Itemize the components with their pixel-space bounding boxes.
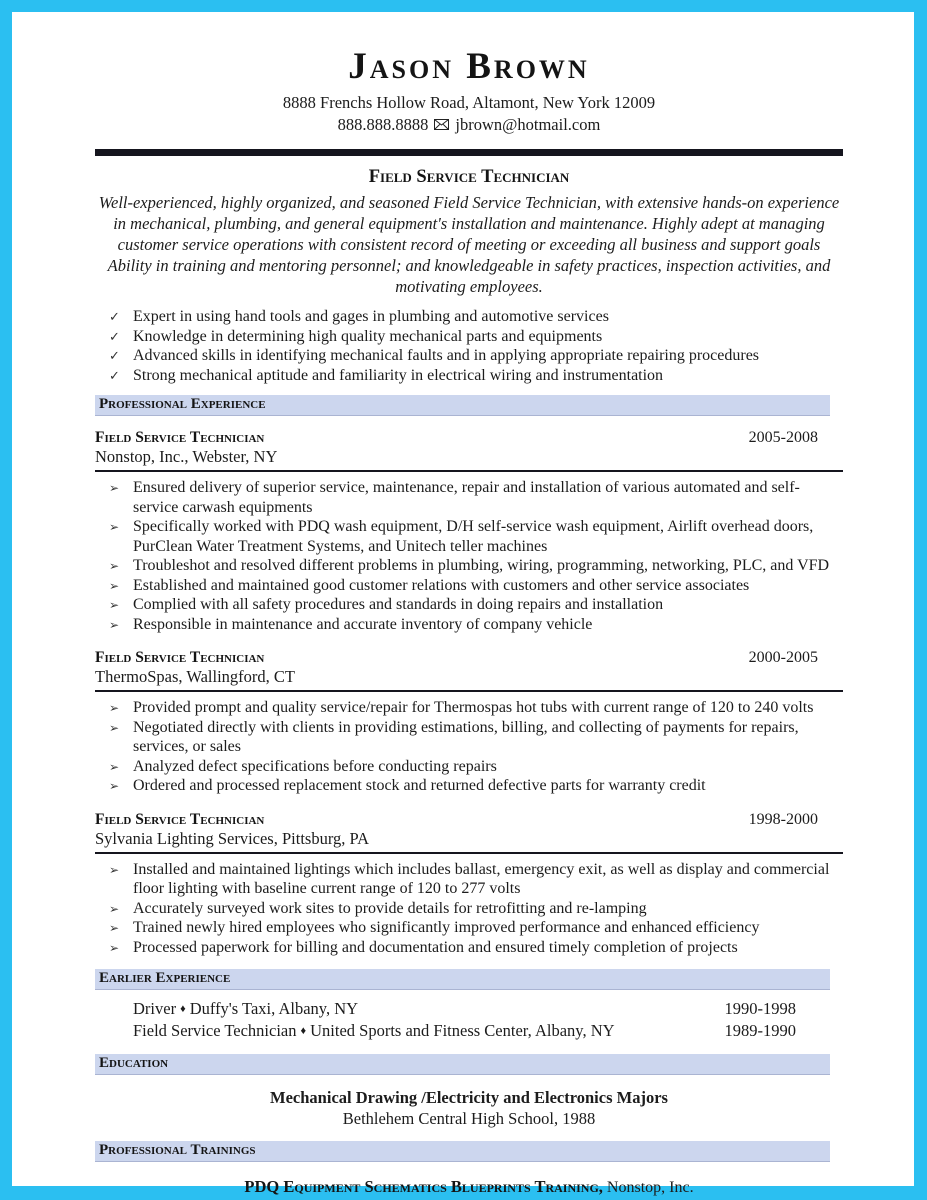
section-header-earlier-experience: Earlier Experience xyxy=(95,969,830,990)
resume-headline: Field Service Technician xyxy=(368,167,570,187)
list-item xyxy=(95,938,843,958)
table-row xyxy=(95,1020,843,1042)
list-item xyxy=(95,698,843,718)
list-item xyxy=(95,478,843,517)
arrow-bullet-icon: ➢ xyxy=(109,598,120,612)
list-item xyxy=(95,918,843,938)
highlights-list xyxy=(95,307,843,385)
arrow-bullet-icon: ➢ xyxy=(109,940,120,955)
training-course: PDQ Equipment Schematics Blueprints Training, xyxy=(244,1177,603,1196)
check-icon: ✓ xyxy=(109,367,120,383)
email-address: jbrown@hotmail.com xyxy=(455,114,601,134)
education-block xyxy=(95,1087,843,1129)
job-dates: 1998-2000 xyxy=(748,810,818,828)
job-header xyxy=(95,428,843,447)
diamond-icon: ♦ xyxy=(300,1025,307,1037)
bullet-text: Accurately surveyed work sites to provide details for retrofitting and re-lamping xyxy=(133,899,647,917)
list-item xyxy=(95,757,843,777)
job-divider xyxy=(95,470,843,472)
arrow-bullet-icon: ➢ xyxy=(109,701,120,715)
list-item xyxy=(95,366,843,386)
list-item xyxy=(95,776,843,796)
table-row xyxy=(95,998,843,1020)
job-divider xyxy=(95,690,843,692)
bullet-text: Complied with all safety procedures and standards in doing repairs and installation xyxy=(133,596,664,613)
candidate-name: Jason Brown xyxy=(348,46,590,87)
section-header-education: Education xyxy=(95,1054,830,1075)
training-entry xyxy=(95,1176,843,1198)
job-title: Field Service Technician xyxy=(95,649,265,666)
email-icon xyxy=(434,114,449,135)
arrow-bullet-icon: ➢ xyxy=(109,481,120,495)
list-item xyxy=(95,576,843,596)
arrow-bullet-icon: ➢ xyxy=(109,578,120,593)
job-header xyxy=(95,648,843,667)
list-item xyxy=(95,718,843,757)
list-item xyxy=(95,615,843,635)
job-entry xyxy=(95,428,843,634)
list-item xyxy=(95,517,843,556)
job-company: Sylvania Lighting Services, Pittsburg, PA xyxy=(95,828,370,848)
job-entry xyxy=(95,648,843,796)
job-entry xyxy=(95,810,843,958)
arrow-bullet-icon: ➢ xyxy=(109,921,120,935)
highlight-text: Advanced skills in identifying mechanical faults and in applying appropriate repairing procedures xyxy=(133,347,760,364)
education-major: Mechanical Drawing /Electricity and Electronics Majors xyxy=(270,1088,668,1107)
phone-number: 888.888.8888 xyxy=(337,114,429,134)
header-divider xyxy=(95,149,843,156)
bullet-text: Analyzed defect specifications before conducting repairs xyxy=(133,757,497,775)
education-school: Bethlehem Central High School, 1988 xyxy=(342,1109,596,1128)
earlier-role-company xyxy=(95,1020,615,1042)
job-title: Field Service Technician xyxy=(95,810,265,828)
earlier-dates: 1990-1998 xyxy=(724,999,796,1018)
job-header xyxy=(95,810,843,829)
highlight-text: Knowledge in determining high quality mechanical parts and equipments xyxy=(133,327,603,345)
arrow-bullet-icon: ➢ xyxy=(109,862,120,877)
bullet-text: Ensured delivery of superior service, maintenance, repair and installation of various automated and self-service carwash equipments xyxy=(133,479,800,516)
earlier-role-company xyxy=(95,998,358,1020)
job-bullet-list xyxy=(95,860,843,958)
job-company: ThermoSpas, Wallingford, CT xyxy=(95,667,296,686)
check-icon: ✓ xyxy=(109,348,120,363)
earlier-role: Driver xyxy=(133,999,177,1018)
arrow-bullet-icon: ➢ xyxy=(109,779,120,793)
arrow-bullet-icon: ➢ xyxy=(109,901,120,916)
list-item xyxy=(95,899,843,919)
address-line: 8888 Frenchs Hollow Road, Altamont, New York 12009 xyxy=(282,93,656,112)
check-icon: ✓ xyxy=(109,309,120,324)
bullet-text: Provided prompt and quality service/repair for Thermospas hot tubs with current range of 120 to 240 volts xyxy=(133,699,814,716)
arrow-bullet-icon: ➢ xyxy=(109,720,120,735)
job-dates: 2000-2005 xyxy=(748,649,818,666)
section-header-trainings: Professional Trainings xyxy=(95,1141,830,1162)
bullet-text: Ordered and processed replacement stock and returned defective parts for warranty credit xyxy=(133,777,706,794)
arrow-bullet-icon: ➢ xyxy=(109,559,120,573)
job-bullet-list xyxy=(95,478,843,634)
job-dates: 2005-2008 xyxy=(748,429,818,446)
list-item xyxy=(95,595,843,615)
bullet-text: Responsible in maintenance and accurate inventory of company vehicle xyxy=(133,615,593,633)
highlight-text: Expert in using hand tools and gages in plumbing and automotive services xyxy=(133,308,609,325)
bullet-text: Established and maintained good customer relations with customers and other service associates xyxy=(133,576,750,594)
list-item xyxy=(95,556,843,576)
earlier-role: Field Service Technician xyxy=(133,1021,297,1040)
arrow-bullet-icon: ➢ xyxy=(109,759,120,774)
job-bullet-list xyxy=(95,698,843,796)
earlier-company: United Sports and Fitness Center, Albany, NY xyxy=(310,1021,615,1040)
earlier-experience-list xyxy=(95,998,843,1042)
resume-document xyxy=(12,12,914,1196)
contact-line xyxy=(95,113,843,135)
highlight-text: Strong mechanical aptitude and familiarity in electrical wiring and instrumentation xyxy=(133,366,664,384)
arrow-bullet-icon: ➢ xyxy=(109,520,120,534)
bullet-text: Specifically worked with PDQ wash equipment, D/H self-service wash equipment, Airlift overhead doors, PurClean Water Treatment Systems, and Unitech teller machines xyxy=(133,518,814,555)
training-provider: Nonstop, Inc. xyxy=(602,1179,694,1196)
bullet-text: Trained newly hired employees who significantly improved performance and enhanced efficiency xyxy=(133,919,760,936)
earlier-dates: 1989-1990 xyxy=(724,1021,796,1040)
job-company: Nonstop, Inc., Webster, NY xyxy=(95,447,278,466)
job-title: Field Service Technician xyxy=(95,429,265,446)
list-item xyxy=(95,307,843,327)
summary-paragraph: Well-experienced, highly organized, and seasoned Field Service Technician, with extensive hands-on experience in mechanical, plumbing, and general equipment's installation and maintenance. Highly adept at managing customer service operations with consistent record of meeting or exceeding all business and support goals Ability in training and mentoring personnel; and knowledgeable in safety practices, inspection activities, and motivating employees. xyxy=(98,193,840,296)
bullet-text: Troubleshot and resolved different problems in plumbing, wiring, programming, networking, PLC, and VFD xyxy=(133,557,830,574)
list-item xyxy=(95,860,843,899)
arrow-bullet-icon: ➢ xyxy=(109,617,120,632)
list-item xyxy=(95,346,843,366)
earlier-company: Duffy's Taxi, Albany, NY xyxy=(189,999,359,1018)
list-item xyxy=(95,327,843,347)
job-divider xyxy=(95,852,843,854)
diamond-icon: ♦ xyxy=(180,1003,186,1015)
bullet-text: Processed paperwork for billing and documentation and ensured timely completion of projects xyxy=(133,938,738,956)
check-icon: ✓ xyxy=(109,328,120,344)
section-header-experience: Professional Experience xyxy=(95,395,830,416)
bullet-text: Installed and maintained lightings which includes ballast, emergency exit, as well as display and commercial floor lighting with baseline current range of 120 to 277 volts xyxy=(133,860,830,897)
bullet-text: Negotiated directly with clients in providing estimations, billing, and collecting of payments for repairs, services, or sales xyxy=(133,718,799,755)
